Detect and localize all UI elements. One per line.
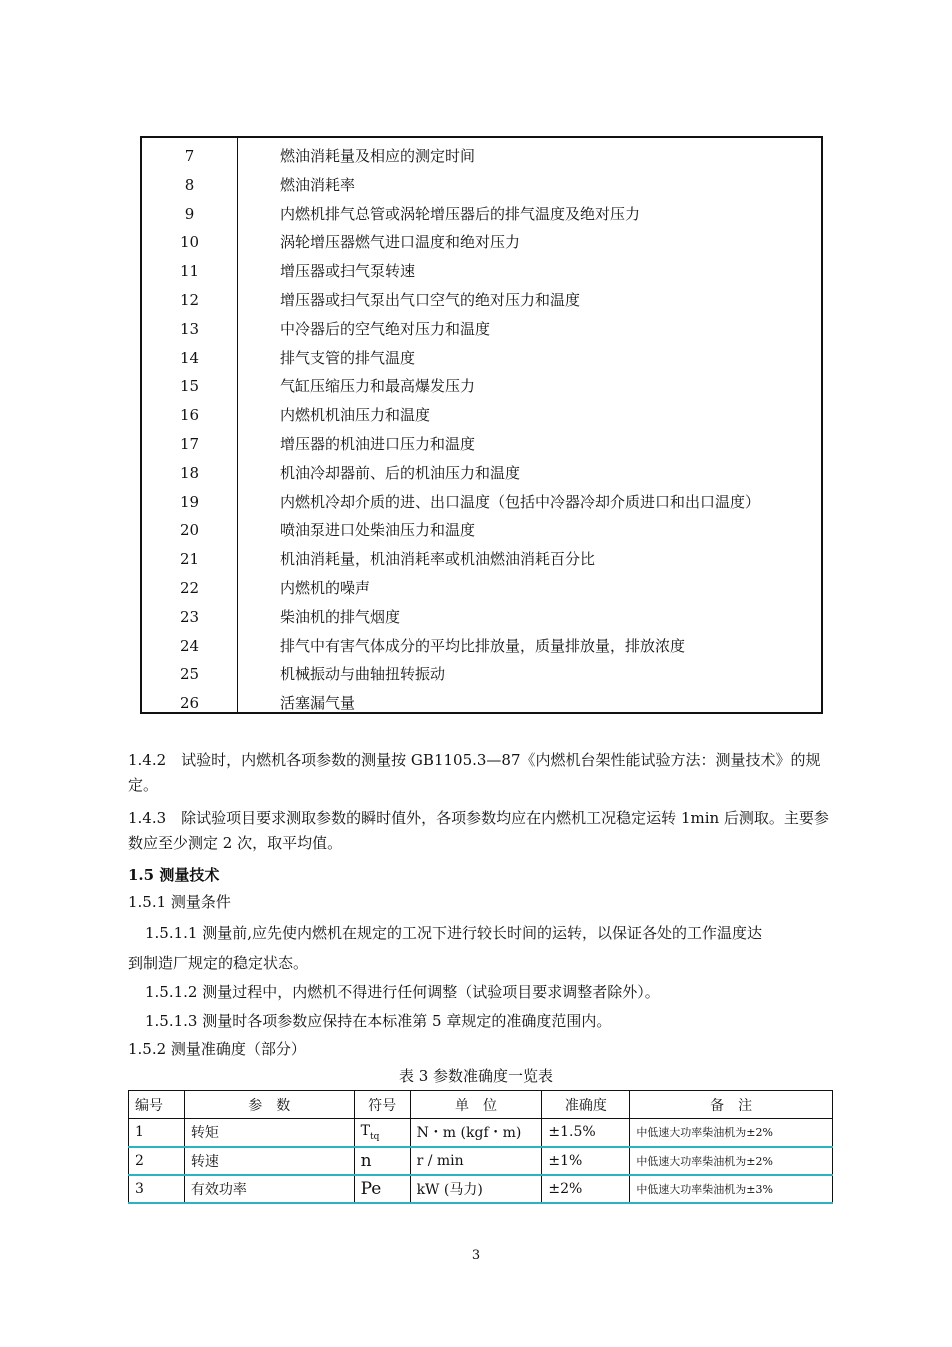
- subsection-1-5-2: 1.5.2 测量准确度（部分）: [128, 1040, 306, 1058]
- item-number: 25: [179, 665, 200, 684]
- item-number: 10: [179, 233, 200, 252]
- item-number: 22: [179, 579, 200, 597]
- cell-unit: r / min: [410, 1147, 542, 1175]
- table-row: [129, 1175, 833, 1203]
- table-row: [142, 401, 821, 430]
- clause-1-5-1-2: 1.5.1.2 测量过程中，内燃机不得进行任何调整（试验项目要求调整者除外）。: [145, 983, 660, 1001]
- table-row: [142, 372, 821, 401]
- clause-1-5-1-3: 1.5.1.3 测量时各项参数应保持在本标准第 5 章规定的准确度范围内。: [145, 1012, 612, 1030]
- item-text: 内燃机排气总管或涡轮增压器后的排气温度及绝对压力: [280, 204, 641, 223]
- item-text: 增压器或扫气泵转速: [280, 262, 416, 281]
- table-row: [142, 488, 821, 517]
- cell-symbol: [354, 1119, 410, 1147]
- table-row: [142, 228, 821, 257]
- item-text: 活塞漏气量: [280, 694, 356, 713]
- header-cell: 单 位: [410, 1091, 542, 1119]
- cell-unit: N・m (kgf・m): [410, 1119, 542, 1147]
- header-cell: 备 注: [630, 1091, 833, 1119]
- table-header-row: [129, 1091, 833, 1119]
- item-text: 机油冷却器前、后的机油压力和温度: [280, 463, 521, 482]
- symbol-main: T: [360, 1122, 370, 1139]
- item-text: 机油消耗量，机油消耗率或机油燃油消耗百分比: [280, 550, 596, 569]
- item-number: 23: [179, 607, 200, 626]
- table-row: [142, 171, 821, 200]
- item-number: 12: [179, 291, 200, 309]
- table-row: [142, 430, 821, 459]
- item-number: 13: [179, 319, 200, 338]
- item-number: 19: [179, 492, 200, 511]
- table-row: [142, 660, 821, 689]
- item-text: 内燃机的噪声: [280, 579, 371, 597]
- table-row: [142, 632, 821, 661]
- item-number: 17: [179, 435, 200, 453]
- cell-parameter: 有效功率: [184, 1175, 354, 1203]
- table-row: [142, 574, 821, 603]
- cell-parameter: 转速: [184, 1147, 354, 1175]
- item-text: 机械振动与曲轴扭转振动: [280, 665, 446, 684]
- header-cell: 参 数: [184, 1091, 354, 1119]
- cell-symbol: n: [354, 1147, 410, 1175]
- accuracy-table: [128, 1090, 833, 1204]
- cell-symbol: Pe: [354, 1175, 410, 1203]
- cell-remark: 中低速大功率柴油机为±2%: [630, 1119, 833, 1147]
- table-row: [142, 344, 821, 373]
- table-row: [142, 545, 821, 574]
- clause-1-5-1-1: 1.5.1.1 测量前,应先使内燃机在规定的工况下进行较长时间的运转，以保证各处的工作温度达: [145, 924, 763, 942]
- cell-accuracy: ±1%: [542, 1147, 630, 1175]
- item-text: 中冷器后的空气绝对压力和温度: [280, 319, 491, 338]
- page-number: 3: [471, 1248, 481, 1263]
- cell-number: 1: [129, 1119, 185, 1147]
- item-text: 内燃机机油压力和温度: [280, 406, 431, 425]
- paragraph-1-4-2: 1.4.2 试验时，内燃机各项参数的测量按 GB1105.3—87《内燃机台架性能试验方法：测量技术》的规定。: [128, 751, 821, 794]
- table-row: [129, 1119, 833, 1147]
- cell-number: 3: [129, 1175, 185, 1203]
- table-row: [142, 689, 821, 718]
- measurement-items-table: [140, 136, 823, 714]
- item-number: 24: [179, 636, 200, 655]
- cell-accuracy: ±1.5%: [542, 1119, 630, 1147]
- clause-1-5-1-1-continued: 到制造厂规定的稳定状态。: [128, 954, 309, 972]
- item-number: 7: [184, 147, 195, 165]
- section-heading-1-5: 1.5 测量技术: [128, 866, 220, 884]
- cell-number: 2: [129, 1147, 185, 1175]
- table-row: [129, 1147, 833, 1175]
- item-text: 柴油机的排气烟度: [280, 607, 401, 626]
- table-caption: 表 3 参数准确度一览表: [398, 1067, 554, 1085]
- table-row: [142, 200, 821, 229]
- cell-accuracy: ±2%: [542, 1175, 630, 1203]
- item-text: 排气支管的排气温度: [280, 348, 416, 367]
- item-number: 14: [179, 348, 200, 367]
- item-number: 20: [179, 521, 200, 540]
- item-text: 排气中有害气体成分的平均比排放量，质量排放量，排放浓度: [280, 636, 686, 655]
- item-text: 喷油泵进口处柴油压力和温度: [280, 521, 476, 540]
- cell-remark: 中低速大功率柴油机为±3%: [630, 1175, 833, 1203]
- item-number: 26: [179, 694, 200, 713]
- subsection-1-5-1: 1.5.1 测量条件: [128, 893, 231, 911]
- item-text: 涡轮增压器燃气进口温度和绝对压力: [280, 233, 521, 252]
- item-text: 增压器或扫气泵出气口空气的绝对压力和温度: [280, 291, 581, 309]
- item-number: 9: [184, 204, 195, 223]
- table-row: [142, 516, 821, 545]
- symbol-subscript: tq: [369, 1131, 380, 1142]
- header-cell: 编号: [129, 1091, 185, 1119]
- cell-parameter: 转矩: [184, 1119, 354, 1147]
- item-text: 燃油消耗量及相应的测定时间: [280, 147, 476, 165]
- item-number: 21: [179, 550, 200, 569]
- table-row: [142, 257, 821, 286]
- cell-unit: kW (马力): [410, 1175, 542, 1203]
- item-number: 18: [179, 463, 200, 482]
- table-row: [142, 315, 821, 344]
- item-number: 8: [184, 175, 195, 194]
- paragraph-1-4-3: 1.4.3 除试验项目要求测取参数的瞬时值外，各项参数均应在内燃机工况稳定运转 1min 后测取。主要参数应至少测定 2 次，取平均值。: [128, 809, 829, 852]
- item-text: 内燃机冷却介质的进、出口温度（包括中冷器冷却介质进口和出口温度）: [280, 492, 761, 511]
- header-cell: 符号: [354, 1091, 410, 1119]
- cell-remark: 中低速大功率柴油机为±2%: [630, 1147, 833, 1175]
- item-text: 增压器的机油进口压力和温度: [280, 435, 476, 453]
- table-row: [142, 459, 821, 488]
- item-text: 燃油消耗率: [280, 175, 356, 194]
- item-number: 16: [179, 406, 200, 425]
- item-number: 11: [179, 262, 200, 281]
- table-row: [142, 286, 821, 315]
- item-text: 气缸压缩压力和最高爆发压力: [280, 377, 476, 396]
- header-cell: 准确度: [542, 1091, 630, 1119]
- item-number: 15: [179, 377, 200, 396]
- table-row: [142, 142, 821, 171]
- table-row: [142, 603, 821, 632]
